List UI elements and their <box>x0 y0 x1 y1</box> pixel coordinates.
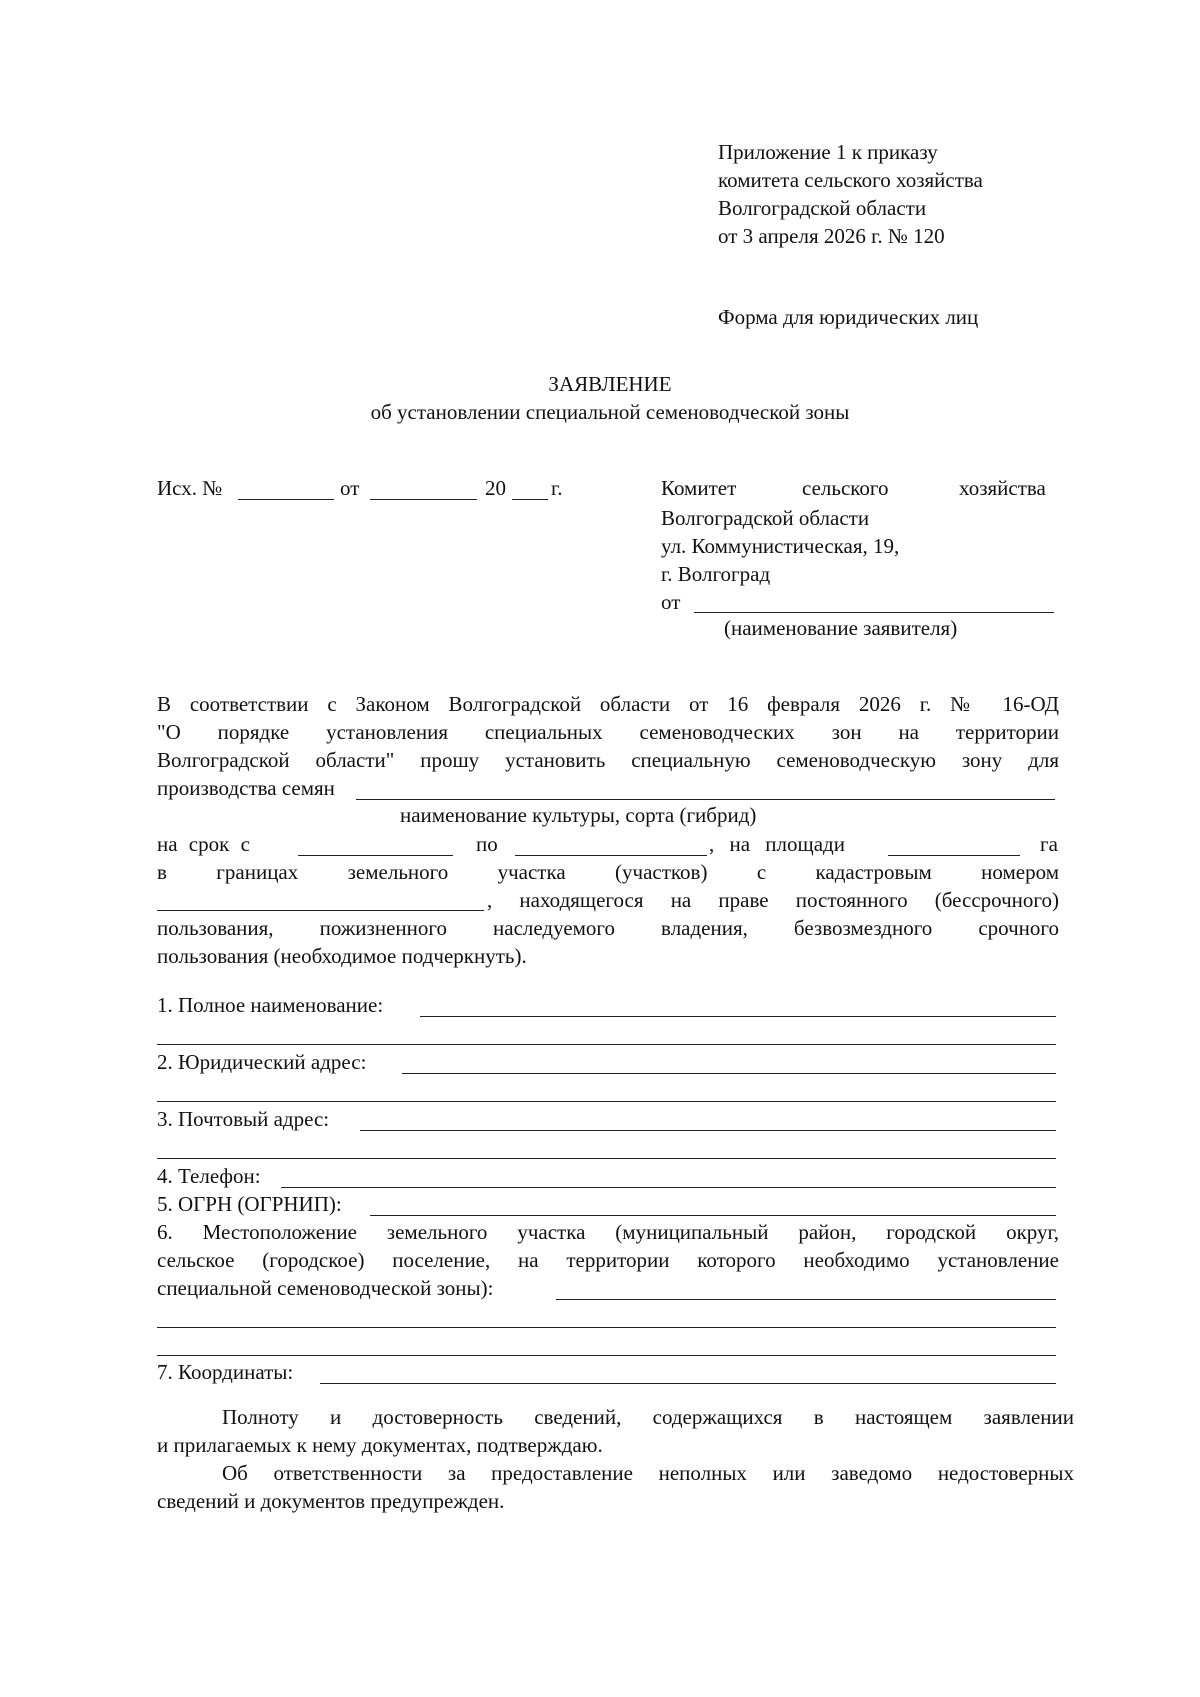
area-field[interactable] <box>888 855 1020 856</box>
applicant-hint: (наименование заявителя) <box>724 616 958 640</box>
body-line: производства семян <box>157 776 335 800</box>
term-end-field[interactable] <box>515 855 707 856</box>
ogrn-field[interactable] <box>370 1215 1056 1216</box>
full-name-field-continued[interactable] <box>157 1044 1056 1045</box>
body-line: в границах земельного участка (участков) с кадастровым номером <box>157 860 1059 884</box>
form-type: Форма для юридических лиц <box>718 305 979 329</box>
appendix-line: Волгоградской области <box>718 196 927 220</box>
body-line: Волгоградской области" прошу установить специальную семеноводческую зону для <box>157 748 1059 772</box>
recipient-line: Волгоградской области <box>661 506 870 530</box>
legal-address-field-continued[interactable] <box>157 1101 1056 1102</box>
document-subtitle: об установлении специальной семеноводческой зоны <box>370 400 850 424</box>
ogrn-label: 5. ОГРН (ОГРНИП): <box>157 1192 342 1216</box>
coordinates-field[interactable] <box>320 1383 1056 1384</box>
appendix-block <box>718 138 983 250</box>
phone-field[interactable] <box>281 1187 1056 1188</box>
recipient-word: сельского <box>802 476 889 500</box>
outgoing-year-field[interactable] <box>512 499 548 500</box>
location-label-line: специальной семеноводческой зоны): <box>157 1276 494 1300</box>
recipient-from-label: от <box>661 590 681 614</box>
recipient-line: ул. Коммунистическая, 19, <box>661 534 900 558</box>
recipient-address <box>661 504 899 588</box>
location-label-line: сельское (городское) поселение, на территории которого необходимо установление <box>157 1248 1059 1272</box>
location-field-continued[interactable] <box>157 1355 1056 1356</box>
warning-line: сведений и документов предупрежден. <box>157 1489 505 1513</box>
body-line: В соответствии с Законом Волгоградской области от 16 февраля 2026 г. № 16-ОД <box>157 692 1059 716</box>
postal-address-label: 3. Почтовый адрес: <box>157 1107 330 1131</box>
postal-address-field-continued[interactable] <box>157 1158 1056 1159</box>
culture-field[interactable] <box>356 799 1055 800</box>
outgoing-year-prefix: 20 <box>485 476 506 500</box>
cadastral-number-field[interactable] <box>157 910 484 911</box>
recipient-word: хозяйства <box>959 476 1046 500</box>
term-to-label: по <box>476 832 498 856</box>
term-label: на срок с <box>157 832 250 856</box>
applicant-name-field[interactable] <box>694 612 1054 613</box>
appendix-line: комитета сельского хозяйства <box>718 168 983 192</box>
full-name-label: 1. Полное наименование: <box>157 993 384 1017</box>
outgoing-from-label: от <box>340 476 360 500</box>
legal-address-label: 2. Юридический адрес: <box>157 1050 367 1074</box>
legal-address-field[interactable] <box>402 1073 1056 1074</box>
term-start-field[interactable] <box>298 855 453 856</box>
confirmation-line: Полноту и достоверность сведений, содержащихся в настоящем заявлении <box>222 1405 1074 1429</box>
outgoing-number-label: Исх. № <box>157 476 223 500</box>
body-line: пользования, пожизненного наследуемого владения, безвозмездного срочного <box>157 916 1059 940</box>
location-field-continued[interactable] <box>157 1327 1056 1328</box>
phone-label: 4. Телефон: <box>157 1164 261 1188</box>
appendix-line: Приложение 1 к приказу <box>718 140 938 164</box>
warning-line: Об ответственности за предоставление неполных или заведомо недостоверных <box>222 1461 1074 1485</box>
area-label: , на площади <box>709 832 845 856</box>
body-line: "О порядке установления специальных семеноводческих зон на территории <box>157 720 1059 744</box>
confirmation-line: и прилагаемых к нему документах, подтверждаю. <box>157 1433 603 1457</box>
recipient-line: г. Волгоград <box>661 562 771 586</box>
ha-label: га <box>1040 832 1058 856</box>
body-line: , находящегося на праве постоянного (бессрочного) <box>487 888 1059 912</box>
outgoing-number-field[interactable] <box>238 499 334 500</box>
outgoing-date-field[interactable] <box>370 499 477 500</box>
coordinates-label: 7. Координаты: <box>157 1360 294 1384</box>
appendix-line: от 3 апреля 2026 г. № 120 <box>718 224 945 248</box>
culture-hint: наименование культуры, сорта (гибрид) <box>400 803 757 827</box>
document-title: ЗАЯВЛЕНИЕ <box>548 372 672 396</box>
body-line: пользования (необходимое подчеркнуть). <box>157 944 527 968</box>
outgoing-year-suffix: г. <box>551 476 563 500</box>
location-label-line: 6. Местоположение земельного участка (муниципальный район, городской округ, <box>157 1220 1059 1244</box>
postal-address-field[interactable] <box>360 1130 1056 1131</box>
location-field[interactable] <box>556 1299 1056 1300</box>
recipient-word: Комитет <box>661 476 737 500</box>
full-name-field[interactable] <box>420 1016 1056 1017</box>
